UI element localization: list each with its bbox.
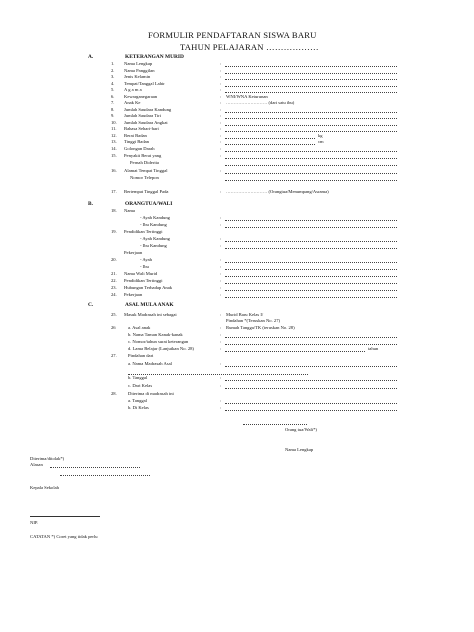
row-a-15-label2: Pernah Diderita [130, 160, 159, 165]
row-b-10-colon: : [220, 271, 222, 276]
parent-name-label: Nama Lengkap [285, 447, 314, 452]
row-a-5-colon: : [220, 87, 222, 92]
row-a-15-label: Penyakit Berat yang [124, 153, 162, 158]
row-28a-field[interactable] [225, 403, 397, 404]
row-b-6-field[interactable] [225, 248, 397, 249]
row-a-3-field[interactable] [225, 79, 397, 80]
row-a-17-label: Bertempat Tinggal Pada [124, 189, 169, 194]
row-b-13-field[interactable] [225, 297, 397, 298]
row-b-12-number: 23. [111, 285, 117, 290]
row-27a-colon: : [220, 361, 222, 366]
row-26d-colon: : [220, 346, 222, 351]
row-25-label: Masuk Madrasah ini sebagai [124, 312, 177, 317]
row-26c-colon: : [220, 339, 222, 344]
row-26d-label: d. Lama Belajar (Lanjutkan No. 28) [128, 346, 194, 351]
row-a-16-number: 16. [111, 168, 117, 173]
row-a-16-label: Alamat Tempat Tinggal [124, 168, 168, 173]
row-a-8-label: Jumlah Saudara Kandung [124, 106, 172, 112]
row-a-1-label: Nama Lengkap [124, 61, 153, 66]
section-b-title: ORANGTUA/WALI [125, 201, 173, 207]
row-a-13-unit: cm [318, 139, 324, 144]
row-a-8-field[interactable] [225, 112, 397, 113]
row-a-14-number: 14. [111, 146, 117, 151]
row-a-9-field[interactable] [225, 118, 397, 119]
row-26b-colon: : [220, 332, 222, 337]
row-b-5-field[interactable] [225, 241, 397, 242]
row-a-17-colon: : [220, 189, 222, 194]
row-b-6-colon: : [220, 243, 222, 248]
row-a-13-number: 13. [111, 139, 117, 144]
form-subtitle: TAHUN PELAJARAN ……………… [180, 42, 319, 52]
row-a-7-value: ……………………… (dari satu ibu) [226, 100, 295, 105]
row-a-4-colon: : [220, 80, 222, 86]
row-28b-field[interactable] [225, 410, 397, 411]
section-c-letter: C. [88, 302, 94, 308]
row-a-17-value: ……………………… (Orangtua/Menumpang/Asrama) [226, 189, 329, 194]
row-27b-colon: : [220, 375, 222, 380]
row-a-12-colon: : [220, 132, 222, 138]
row-b-12-colon: : [220, 285, 222, 290]
row-b-10-label: Nama Wali Murid [124, 271, 158, 276]
row-a-6-value: WNI/WNA Keturunan [226, 93, 268, 99]
row-b-9-colon: : [220, 264, 222, 269]
row-a-5-field[interactable] [225, 92, 397, 93]
row-a-17-number: 17. [111, 189, 117, 194]
row-27a-label: a. Nama Madrasah Asal [128, 361, 172, 366]
row-a-6-colon: : [220, 93, 222, 99]
row-a-8-number: 8. [111, 106, 115, 112]
row-b-11-label: Pendidikan Tertinggi [124, 278, 163, 283]
row-a-13-colon: : [220, 139, 222, 144]
row-27a-field-continued[interactable] [128, 374, 308, 375]
row-a-10-colon: : [220, 119, 222, 125]
row-27c-label: c. Dari Kelas [128, 383, 153, 388]
row-b-11-field[interactable] [225, 283, 397, 284]
row-28b-label: b. Di Kelas [128, 405, 149, 410]
row-b-8-field[interactable] [225, 262, 397, 263]
row-a-9-number: 9. [111, 113, 115, 118]
row-26b-label: b. Nama Taman Kanak-kanak [128, 332, 183, 337]
row-b-2-label: - Ayah Kandung [140, 215, 170, 220]
row-a-2-number: 2. [111, 67, 115, 73]
row-b-6-label: - Ibu Kandung [140, 243, 167, 248]
row-a-14-label: Golongan Darah [124, 146, 155, 151]
row-a-3-number: 3. [111, 74, 115, 79]
row-27-number: 27. [111, 353, 117, 358]
row-a-16-field2[interactable] [225, 180, 397, 181]
row-a-6-number: 6. [111, 93, 115, 99]
row-a-6-label: Kewarganegaraan [124, 93, 158, 99]
row-25-number: 25. [111, 312, 117, 317]
row-a-7-colon: : [220, 100, 222, 105]
accepted-label: Diterima/ditolak*) [30, 456, 65, 461]
row-a-10-field[interactable] [225, 125, 397, 126]
row-28b-colon: : [220, 405, 222, 410]
row-a-11-colon: : [220, 126, 222, 131]
row-a-4-label: Tempat/Tanggal Lahir [124, 80, 165, 86]
note-text: CATATAN *) Coret yang tidak perlu [30, 534, 98, 539]
row-b-10-field[interactable] [225, 276, 397, 277]
row-b-5-label: - Ayah Kandung [140, 236, 170, 241]
row-b-8-label: - Ayah [140, 257, 152, 262]
row-b-9-label: - Ibu [140, 264, 149, 269]
row-b-12-label: Hubungan Terhadap Anak [124, 285, 173, 290]
row-a-12-number: 12. [111, 132, 117, 138]
row-25-value: Murid Baru Kelas I/ [226, 312, 264, 317]
row-b-3-colon: : [220, 222, 222, 227]
row-25-colon: : [220, 312, 222, 317]
reason-field[interactable] [50, 467, 140, 468]
row-a-13-label: Tinggi Badan [124, 139, 149, 144]
row-b-4-label: Pendidikan Tertinggi [124, 229, 163, 234]
row-a-15-field[interactable] [225, 158, 397, 159]
row-b-8-number: 20. [111, 257, 117, 262]
row-a-12-field[interactable] [225, 138, 315, 139]
row-26c-field[interactable] [225, 344, 397, 345]
row-26d-field[interactable] [225, 351, 365, 352]
reason-label: Alasan [30, 462, 43, 467]
nip-label: NIP. [30, 520, 39, 525]
row-28-label: Diterima di madrasah ini [128, 391, 174, 396]
row-a-9-colon: : [220, 113, 222, 118]
row-26-colon: : [220, 325, 222, 330]
row-b-7-label: Pekerjaan [124, 250, 143, 255]
row-b-3-field[interactable] [225, 227, 397, 228]
row-b-1-number: 18. [111, 208, 117, 213]
row-28-number: 28. [111, 391, 117, 396]
row-28a-label: a. Tanggal [128, 398, 147, 403]
section-c-title: ASAL MULA ANAK [125, 302, 174, 308]
row-a-10-label: Jumlah Saudara Angkat [124, 119, 168, 125]
row-b-13-colon: : [220, 292, 222, 297]
section-a-letter: A. [88, 54, 94, 60]
row-b-11-number: 22. [111, 278, 117, 283]
row-a-3-colon: : [220, 74, 222, 79]
row-a-15-field2[interactable] [225, 165, 397, 166]
row-b-4-number: 19. [111, 229, 117, 234]
row-26c-label: c. Nomor/tahun surat keterangan [128, 339, 189, 344]
row-a-16-colon: : [220, 168, 222, 173]
row-a-5-number: 5. [111, 87, 115, 92]
row-a-1-field[interactable] [225, 66, 397, 67]
row-a-12-unit: kg [318, 132, 323, 138]
head-signature-line[interactable] [30, 516, 100, 517]
row-a-3-label: Jenis Kelamin [124, 74, 151, 79]
row-a-12-label: Berat Badan [124, 132, 147, 138]
row-27c-field[interactable] [225, 388, 397, 389]
parent-caption: Orang tua/Wali*) [285, 427, 317, 432]
row-a-16-field[interactable] [225, 173, 397, 174]
row-26-label: a. Asal anak [128, 325, 151, 330]
row-b-2-field[interactable] [225, 220, 397, 221]
row-27a-field[interactable] [225, 366, 397, 367]
row-a-4-field[interactable] [225, 86, 397, 87]
row-27c-colon: : [220, 383, 222, 388]
row-a-9-label: Jumlah Saudara Tiri [124, 113, 162, 118]
row-a-2-label: Nama Panggilan [124, 67, 155, 73]
row-a-4-number: 4. [111, 80, 115, 86]
row-b-11-colon: : [220, 278, 222, 283]
row-b-10-number: 21. [111, 271, 117, 276]
row-27-label: Pindahan dari [128, 353, 154, 358]
row-a-14-field[interactable] [225, 151, 397, 152]
reason-field-2[interactable] [60, 475, 150, 476]
row-a-15-colon: : [220, 153, 222, 158]
date-place-field[interactable] [243, 424, 307, 425]
section-b-letter: B. [88, 201, 93, 207]
row-26b-field[interactable] [225, 337, 397, 338]
row-b-1-label: Nama [124, 208, 135, 213]
row-b-13-label: Pekerjaan [124, 292, 143, 297]
row-25-value2: Pindahan *(Teruskan No. 27) [226, 318, 281, 323]
row-a-1-number: 1. [111, 61, 115, 66]
row-a-11-field[interactable] [225, 131, 397, 132]
row-26-number: 26 [111, 325, 116, 330]
row-b-13-number: 24. [111, 292, 117, 297]
row-a-11-label: Bahasa Sehari-hari [124, 126, 159, 131]
row-a-13-field[interactable] [225, 144, 315, 145]
row-a-15-number: 15. [111, 153, 117, 158]
row-b-3-label: - Ibu Kandung [140, 222, 167, 227]
row-b-12-field[interactable] [225, 290, 397, 291]
row-b-9-field[interactable] [225, 269, 397, 270]
row-a-16-label2: Nomor Telepon [130, 175, 159, 180]
row-27b-label: b. Tanggal [128, 375, 148, 380]
head-label: Kepala Sekolah [30, 485, 59, 490]
row-a-1-colon: : [220, 61, 222, 66]
row-a-2-field[interactable] [225, 73, 397, 74]
row-27b-field[interactable] [225, 380, 397, 381]
row-b-2-colon: : [220, 215, 222, 220]
row-28a-colon: : [220, 398, 222, 403]
row-26-value: Rumah Tangga/TK (teruskan No. 28) [226, 325, 295, 330]
row-b-5-colon: : [220, 236, 222, 241]
row-b-8-colon: : [220, 257, 222, 262]
row-a-7-number: 7. [111, 100, 115, 105]
section-a-title: KETERANGAN MURID [125, 54, 184, 60]
row-a-10-number: 10. [111, 119, 117, 125]
row-a-11-number: 11. [111, 126, 117, 131]
row-a-8-colon: : [220, 106, 222, 112]
row-26d-unit: tahun [368, 346, 379, 351]
row-a-2-colon: : [220, 67, 222, 73]
row-a-7-label: Anak Ke [124, 100, 141, 105]
row-a-5-label: A g a m a [124, 87, 142, 92]
row-a-14-colon: : [220, 146, 222, 151]
form-title: FORMULIR PENDAFTARAN SISWA BARU [148, 30, 317, 40]
